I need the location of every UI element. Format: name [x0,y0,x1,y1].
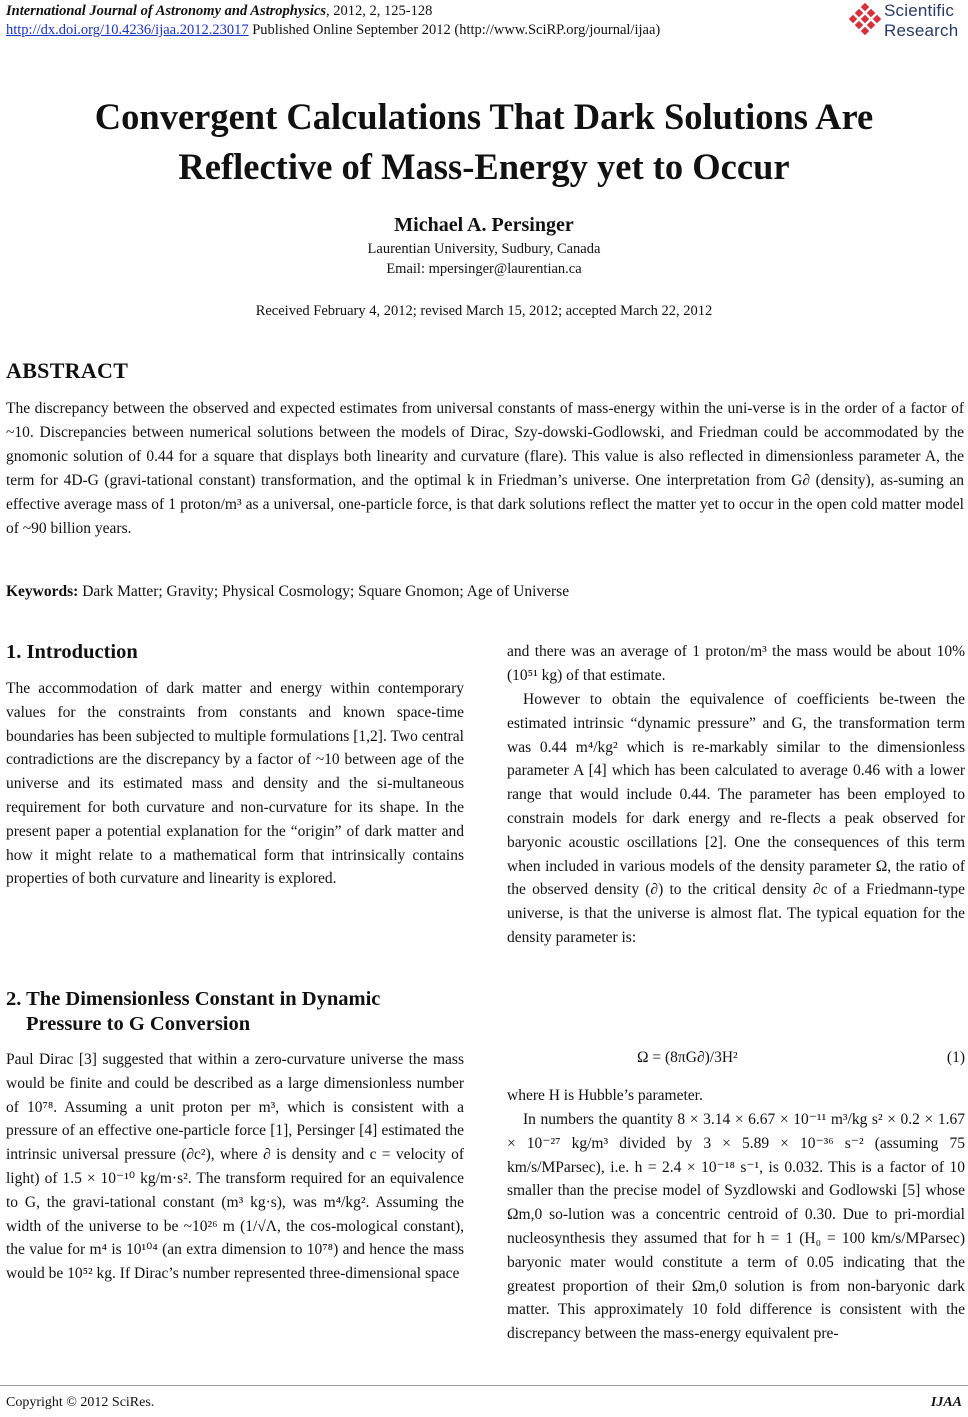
footer-journal-abbrev: IJAA [930,1395,962,1410]
section-2-heading-line-2: Pressure to G Conversion [26,1013,251,1035]
logo-line-1: Scientific [884,1,955,20]
journal-citation: , 2012, 2, 125-128 [326,3,433,19]
author-name: Michael A. Persinger [394,214,574,236]
paper-title [0,92,968,192]
author-email: Email: mpersinger@laurentian.ca [386,261,582,277]
logo-line-2: Research [884,21,959,40]
section-1-heading: 1. Introduction [6,641,138,663]
equation-1 [507,1045,965,1075]
title-line-2: Reflective of Mass-Energy yet to Occur [178,146,790,187]
logo-text [884,1,958,41]
right-paragraph-4: In numbers the quantity 8 × 3.14 × 6.67 × 10⁻¹¹ m³/kg s² × 0.2 × 1.67 × 10⁻²⁷ kg/m³ divided by 3 × 5.89 × 10⁻³⁶ s⁻² (assuming 75 km/s/MParsec), i.e. h = 2.4 × 10⁻¹⁸ s⁻¹, is 0.032. This is a factor of 10 smaller than the precise model of Syzdlowski and Godlowski [5] whose Ωm,0 so-lution was a concentric centroid of 0.30. Due to pri-mordial nucleosynthesis they assumed that for h = 1 (H₀ = 100 km/s/MParsec) baryonic mater would constitute a term of 0.05 indicating that the greatest proportion of their Ωm,0 solution is from non-baryonic dark matter. This approximately 10 fold difference is consistent with the discrepancy between the mass-energy equivalent pre- [507,1111,965,1343]
title-line-1: Convergent Calculations That Dark Solutions Are [94,96,874,137]
scientific-research-logo-icon [848,3,882,37]
journal-header [6,2,660,40]
section-2-heading-line-1: 2. The Dimensionless Constant in Dynamic [6,988,381,1010]
equation-expression: Ω = (8πG∂)/3H² [637,1049,738,1066]
section-2-paragraph: Paul Dirac [3] suggested that within a zero-curvature universe the mass would be finite and could be described as a large dimensionless number of 10⁷⁸. Assuming a unit proton per m³, which is consistent with a pressure of an effective one-particle force [1], Persinger [4] estimated the intrinsic universal pressure (∂c²), where ∂ is density and c = velocity of light) of 1.5 × 10⁻¹⁰ kg/m·s². The transform required for an equivalence to G, the gravi-tational constant (m³ kg·s), was m⁴/kg². Assuming the width of the universe to be ~10²⁶ m (1/√Λ, the cos-mological constant), the value for m⁴ is 10¹⁰⁴ (an extra dimension to 10⁷⁸) and hence the mass would be 10⁵² kg. If Dirac’s number represented three-dimensional space [6,1051,464,1283]
scientific-research-logo [848,1,966,45]
abstract-heading: ABSTRACT [6,358,129,383]
journal-name: International Journal of Astronomy and Astrophysics [6,3,327,19]
equation-number: (1) [946,1049,965,1066]
published-online: Published Online September 2012 (http://www.SciRP.org/journal/ijaa) [248,22,661,38]
right-paragraph-3: where H is Hubble’s parameter. [507,1087,703,1104]
doi-link[interactable]: http://dx.doi.org/10.4236/ijaa.2012.23017 [6,22,249,38]
right-paragraph-2: However to obtain the equivalence of coefficients be-tween the estimated intrinsic “dynamic pressure” and G, the transformation term was 0.44 m⁴/kg² which is re-markably similar to the dimensionless parameter A [4] which has been calculated to average 0.46 with a lower range that would include 0.44. The parameter has been employed to constrain models for dark energy and re-flects a peak observed for baryonic acoustic oscillations [2]. One the consequences of this term when included in various models of the density parameter Ω, the ratio of the observed density (∂) to the critical density ∂c of a Friedmann-type universe, is that the universe is almost flat. The typical equation for the density parameter is: [507,691,965,946]
abstract-text: The discrepancy between the observed and expected estimates from universal constants of mass-energy within the uni-verse is in the order of a factor of ~10. Discrepancies between numerical solutions between the models of Dirac, Szy-dowski-Godlowski, and Friedman could be accommodated by the gnomonic solution of 0.44 for a square that displays both linearity and curvature (flare). This value is also reflected in dimensionless parameter A, the term for 4D-G (gravi-tational constant) transformation, and the optimal k in Friedman’s universe. One interpretation from G∂ (density), as-suming an effective average mass of 1 proton/m³ as a universal, one-particle force, is that dark solutions reflect the matter yet to occur in the open cold matter model of ~90 billion years. [6,400,964,537]
keywords-label: Keywords: [6,583,79,600]
right-paragraph-1: and there was an average of 1 proton/m³ the mass would be about 10% (10⁵¹ kg) of that estimate. [507,643,965,684]
keywords-list: Dark Matter; Gravity; Physical Cosmology; Square Gnomon; Age of Universe [78,583,570,600]
keywords [6,583,569,601]
section-1-paragraph: The accommodation of dark matter and energy within contemporary values for the constraints from constants and known space-time boundaries has been subjected to multiple formulations [1,2]. Two central contradictions are the discrepancy by a factor of ~10 between age of the universe and its estimated mass and density and the si-multaneous requirement for both curvature and non-curvature for its shape. In the present paper a potential explanation for the “origin” of dark matter and how it might relate to a mathematical form that intrinsically contains properties of both curvature and linearity is explored. [6,680,464,888]
affiliation: Laurentian University, Sudbury, Canada [367,241,601,257]
footer-copyright: Copyright © 2012 SciRes. [6,1395,155,1410]
received-dates: Received February 4, 2012; revised March 15, 2012; accepted March 22, 2012 [255,303,713,319]
footer-divider [0,1385,968,1386]
